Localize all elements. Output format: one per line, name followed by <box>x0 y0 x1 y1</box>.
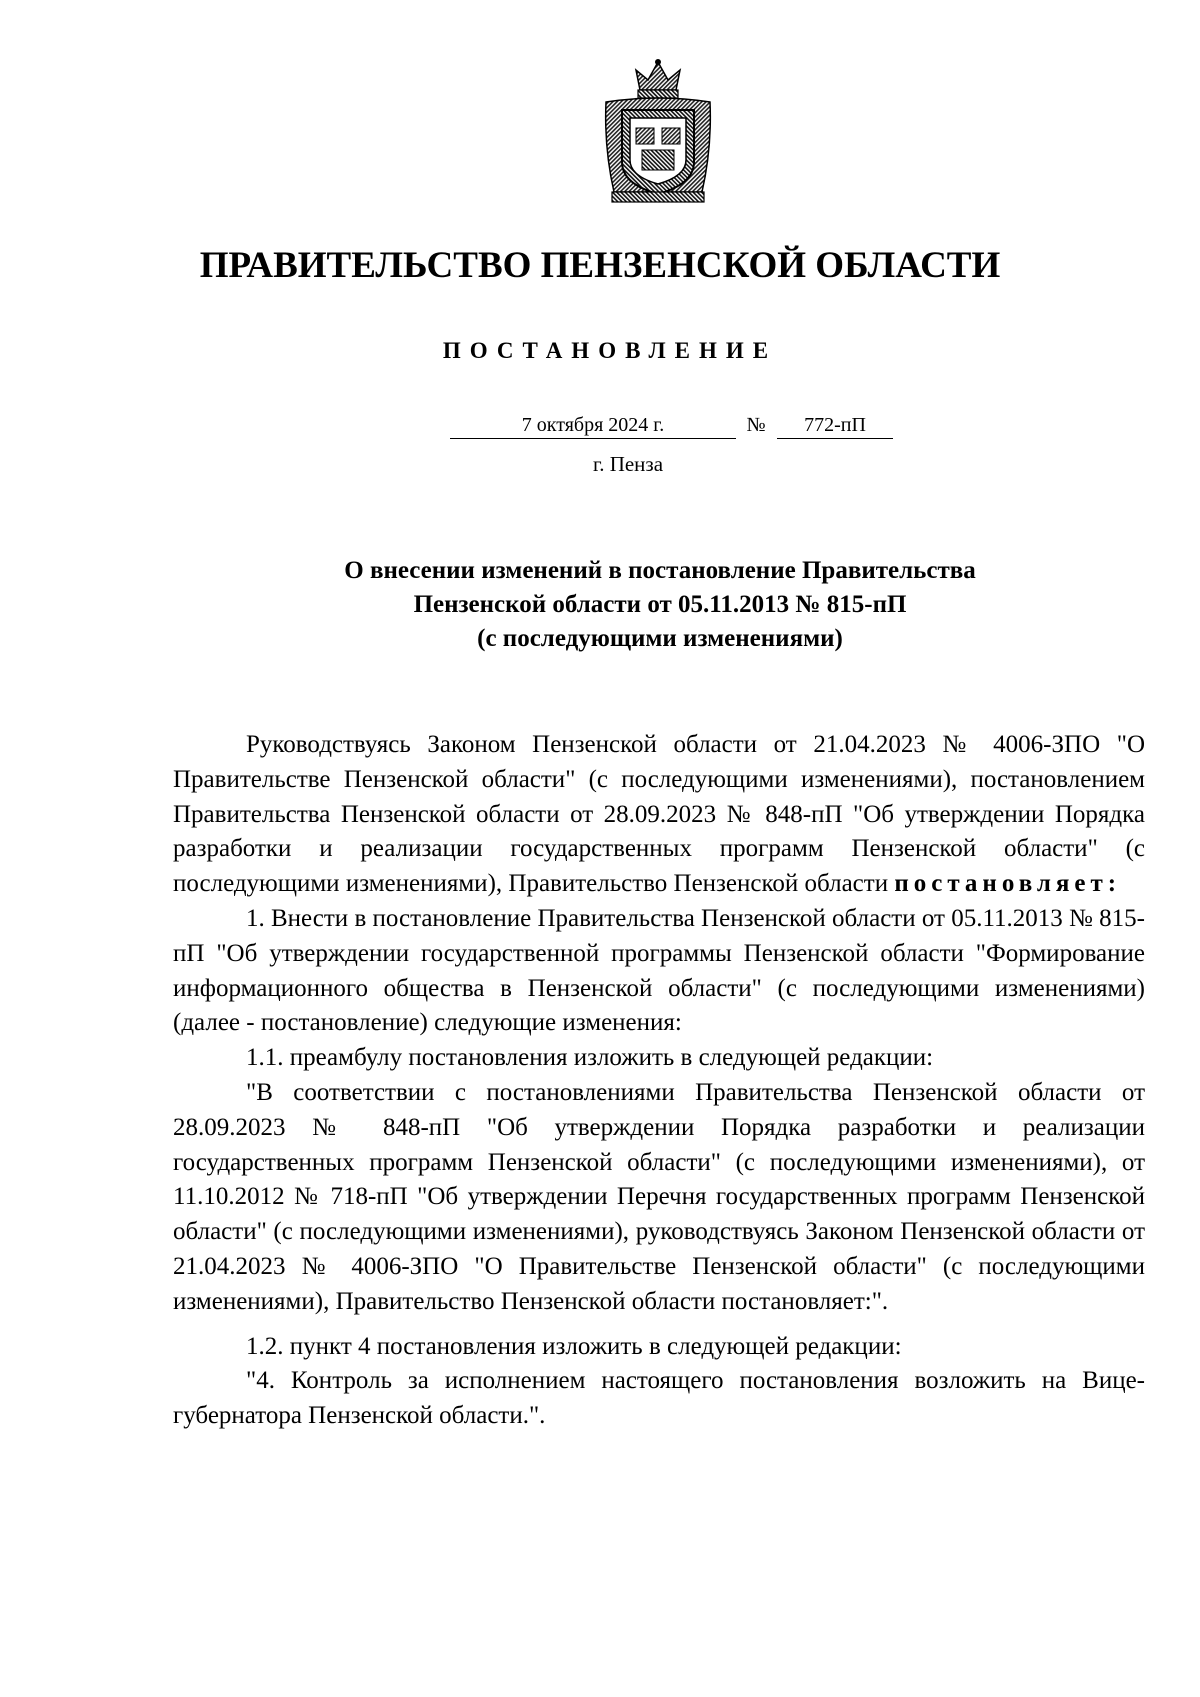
number-sign: № <box>746 414 766 436</box>
title-line: (с последующими изменениями) <box>477 625 843 652</box>
quoted-item-4: "4. Контроль за исполнением настоящего постановления возложить на Вице-губернатора Пензенской области.". <box>173 1367 1145 1430</box>
document-date: 7 октября 2024 г. <box>450 412 736 439</box>
government-name: ПРАВИТЕЛЬСТВО ПЕНЗЕНСКОЙ ОБЛАСТИ <box>199 245 1001 286</box>
preamble-paragraph <box>173 728 1145 902</box>
quoted-preamble: "В соответствии с постановлениями Правительства Пензенской области от 28.09.2023 № 848-пП "Об утверждении Порядка разработки и реализации государственных программ Пензенской области" (с последующими изменениями), от 11.10.2012 № 718-пП "Об утверждении Перечня государственных программ Пензенской области" (с последующими изменениями), руководствуясь Законом Пензенской области от 21.04.2023 № 4006-ЗПО "О Правительстве Пензенской области" (с последующими изменениями), Правительство Пензенской области постановляет:". <box>173 1078 1145 1315</box>
city: г. Пенза <box>592 452 664 476</box>
paragraph-item-1: 1. Внести в постановление Правительства Пензенской области от 05.11.2013 № 815-пП "Об утверждении государственной программы Пензенской области "Формирование информационного общества в Пензенской области" (с последующими изменениями) (далее - постановление) следующие изменения: <box>173 904 1145 1037</box>
paragraph-item-1-2: 1.2. пункт 4 постановления изложить в следующей редакции: <box>246 1332 902 1360</box>
document-body <box>173 728 1145 1434</box>
document-number: 772-пП <box>777 412 893 439</box>
title-line: О внесении изменений в постановление Правительства <box>344 557 976 584</box>
resolves-word: постановляет: <box>894 870 1122 898</box>
coat-of-arms-emblem <box>596 58 720 206</box>
date-number-line <box>0 412 1200 446</box>
preamble-text: Руководствуясь Законом Пензенской области от 21.04.2023 № 4006-ЗПО "О Правительстве Пензенской области" (с последующими изменениями), постановлением Правительства Пензенской области от 28.09.2023 № 848-пП "Об утверждении Порядка разработки и реализации государственных программ Пензенской области" (с последующими изменениями), Правительство Пензенской области <box>173 731 1145 898</box>
document-title <box>170 554 1150 656</box>
document-type: ПОСТАНОВЛЕНИЕ <box>442 338 778 363</box>
paragraph-item-1-1: 1.1. преамбулу постановления изложить в следующей редакции: <box>246 1044 934 1072</box>
title-line: Пензенской области от 05.11.2013 № 815-пП <box>413 591 907 618</box>
